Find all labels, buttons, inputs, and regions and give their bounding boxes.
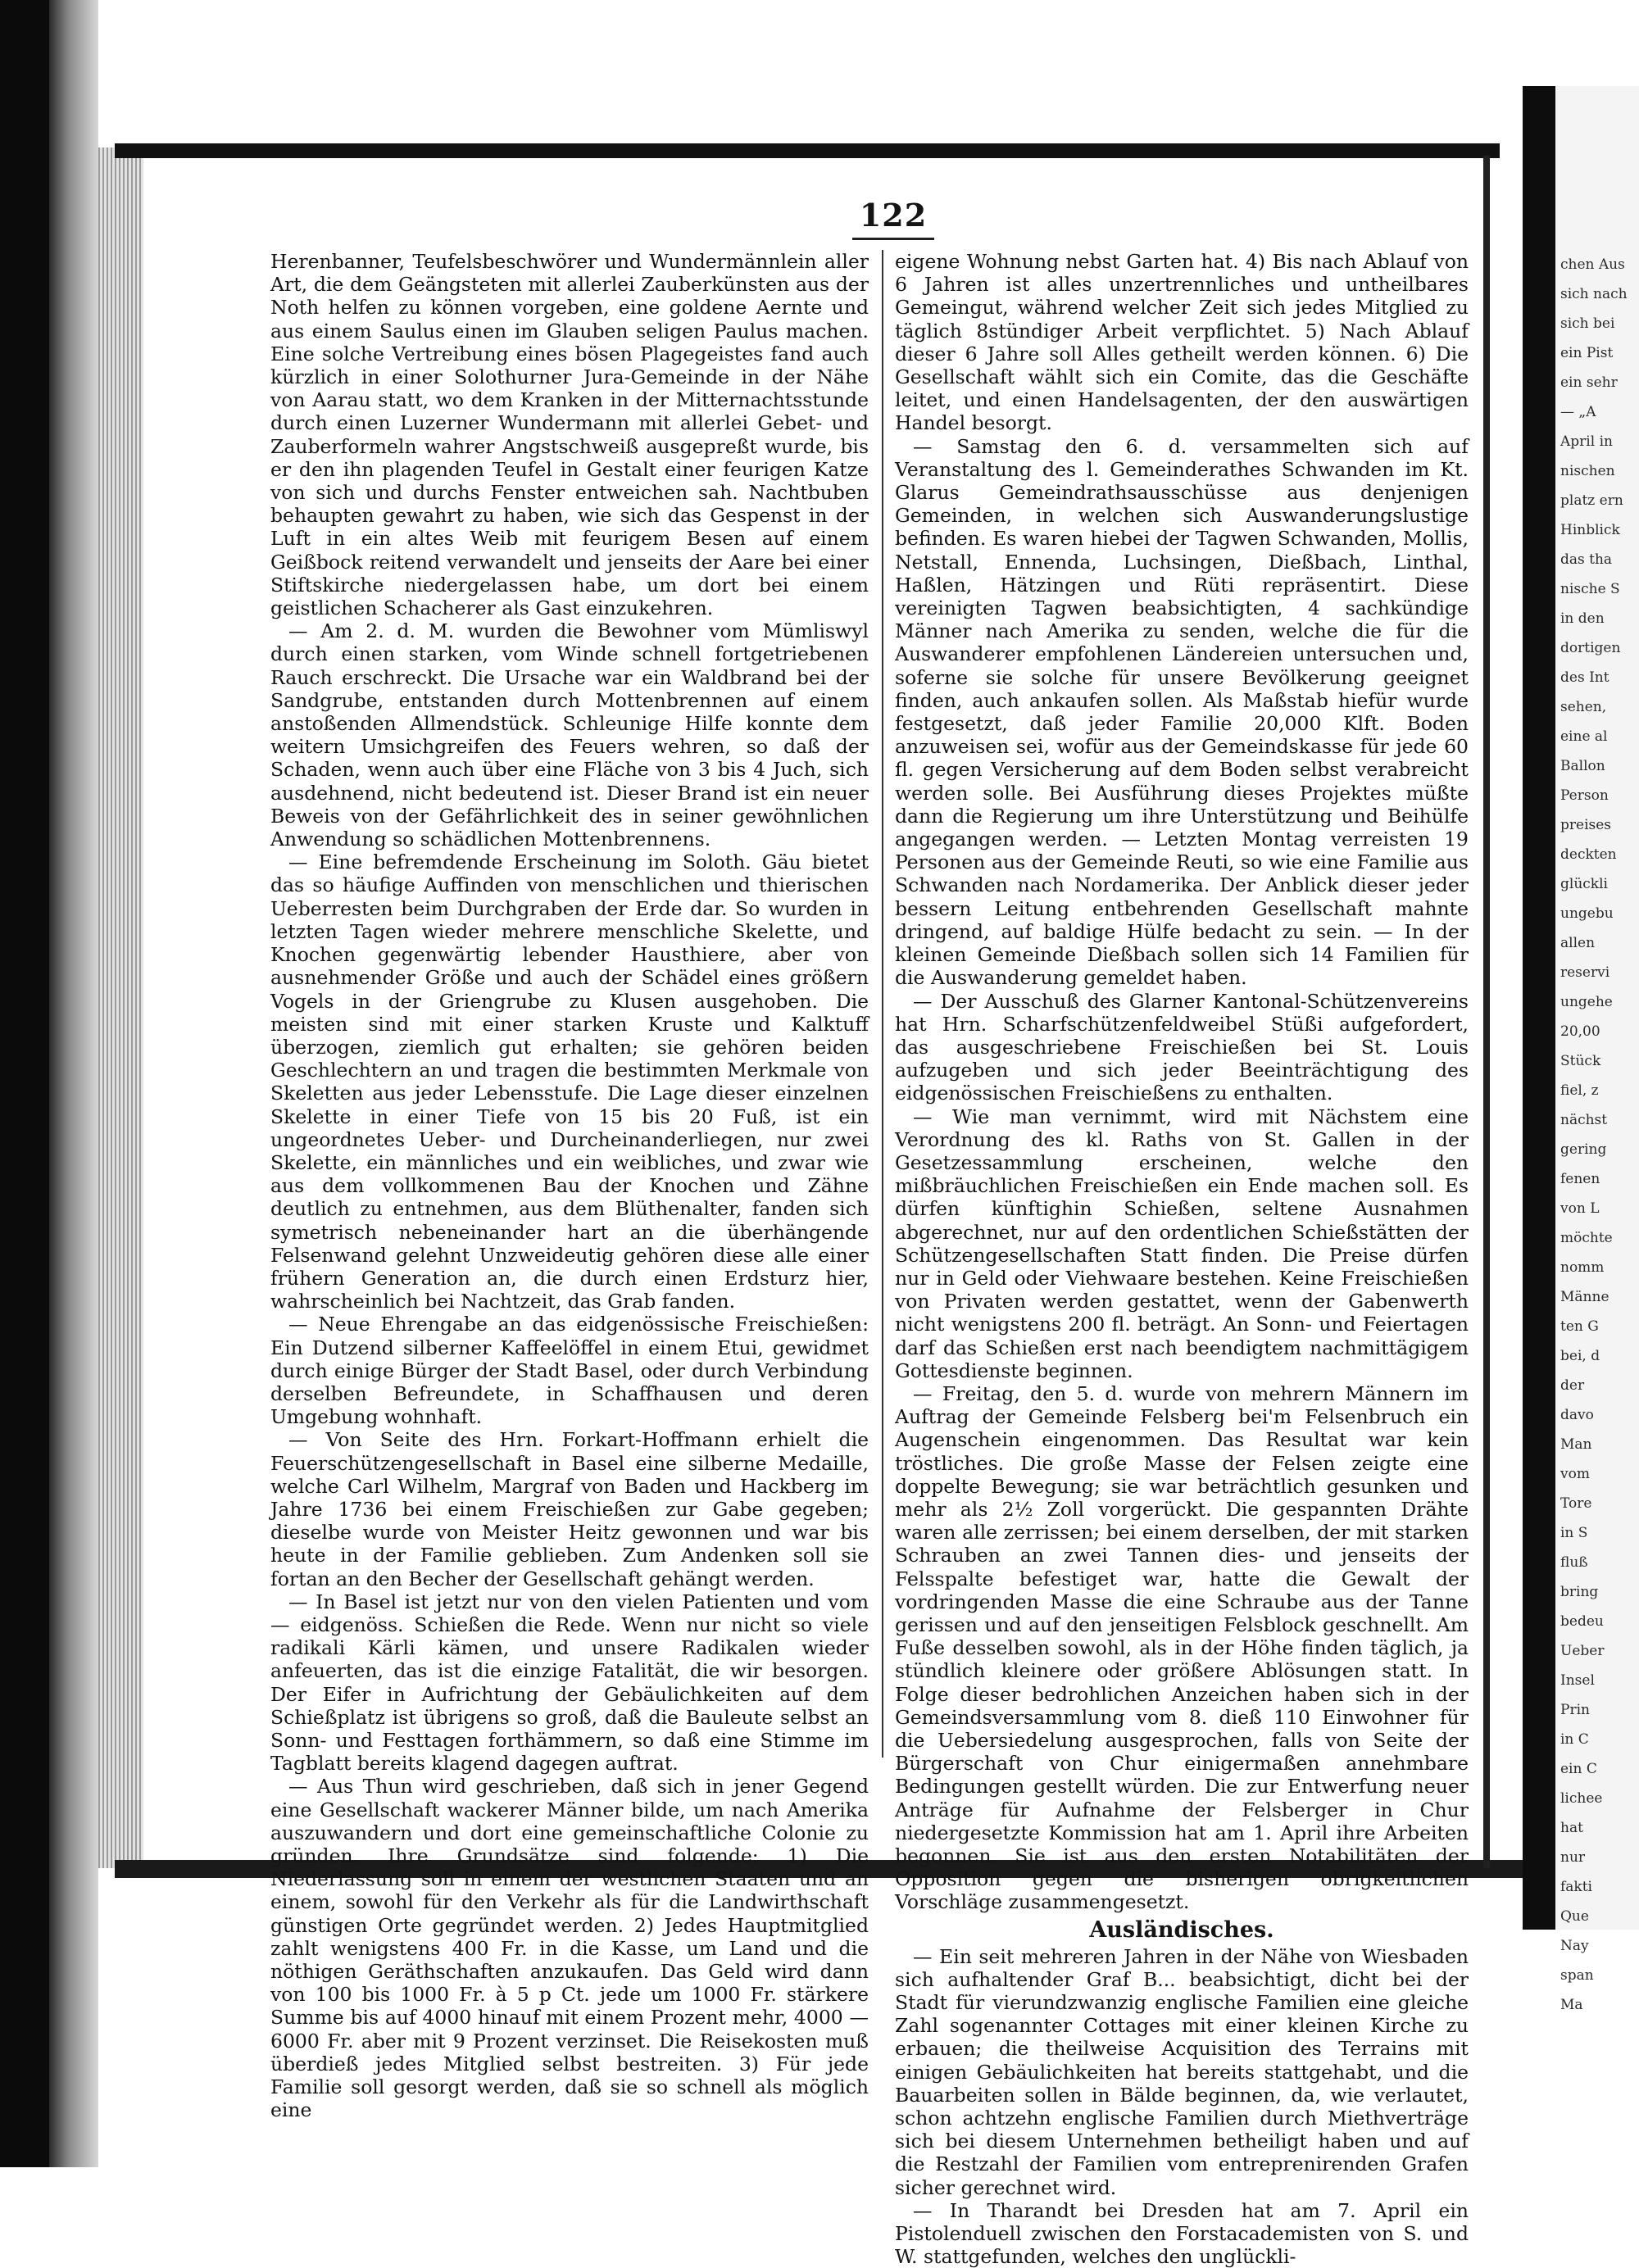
- adjacent-page-strip: [1555, 86, 1639, 2013]
- adjacent-page-fragment: span: [1560, 1967, 1594, 1984]
- adjacent-page-fragment: das tha: [1560, 551, 1613, 568]
- adjacent-page-fragment: reservi: [1560, 964, 1610, 981]
- adjacent-page-fragment: bei, d: [1560, 1348, 1600, 1364]
- adjacent-page-fragment: lichee: [1560, 1790, 1603, 1807]
- section-heading-auslaendisches: Ausländisches.: [1089, 1916, 1274, 1943]
- adjacent-page-fragment: fluß: [1560, 1554, 1588, 1571]
- adjacent-page-fragment: gering: [1560, 1141, 1607, 1158]
- adjacent-page-fragment: Ballon: [1560, 758, 1605, 774]
- article-paragraph: — Neue Ehrengabe an das eidgenössische Freischießen: Ein Dutzend silberner Kaffeelöffel in einem Etui, gewidmet durch einige Bürger der Stadt Basel, oder durch Verbindung derselben Befreundete, in Schaffhausen und deren Umgebung wohnhaft.: [270, 1313, 869, 1429]
- adjacent-page-fragment: fiel, z: [1560, 1082, 1599, 1099]
- adjacent-page-fragment: davo: [1560, 1407, 1594, 1423]
- adjacent-page-fragment: fenen: [1560, 1171, 1600, 1187]
- adjacent-page-fragment: dortigen: [1560, 640, 1621, 656]
- adjacent-page-fragment: allen: [1560, 935, 1596, 951]
- adjacent-page-fragment: möchte: [1560, 1230, 1613, 1246]
- article-paragraph: — Von Seite des Hrn. Forkart-Hoffmann erhielt die Feuerschützengesellschaft in Basel eine silberne Medaille, welche Carl Wilhelm, Margraf von Baden und Hackberg im Jahre 1736 bei einem Freischießen zur Gabe gegeben; dieselbe wurde von Meister Heitz gewonnen und war bis heute in der Familie geblieben. Zum Andenken soll sie fortan an den Becher der Gesellschaft gehängt werden.: [270, 1428, 869, 1590]
- adjacent-page-fragment: sich bei: [1560, 315, 1615, 332]
- adjacent-page-fragment: Prin: [1560, 1702, 1590, 1718]
- adjacent-page-fragment: in C: [1560, 1731, 1589, 1748]
- adjacent-page-fragment: bedeu: [1560, 1613, 1604, 1630]
- adjacent-page-fragment: Que: [1560, 1908, 1589, 1925]
- adjacent-page-fragment: chen Aus: [1560, 256, 1625, 273]
- article-paragraph: — Der Ausschuß des Glarner Kantonal-Schützenvereins hat Hrn. Scharfschützenfeldweibel Stüßi aufgefordert, das ausgeschriebene Freischießen bei St. Louis aufzugeben und sich jeder Beeinträchtigung des eidgenössischen Freischießens zu enthalten.: [895, 989, 1469, 1105]
- scan-margin-left: [0, 0, 49, 2167]
- page-number-underline: [852, 238, 934, 240]
- article-paragraph: eigene Wohnung nebst Garten hat. 4) Bis nach Ablauf von 6 Jahren ist alles unzertrennliches und untheilbares Gemeingut, während welcher Zeit sich jedes Mitglied zu täglich 8stündiger Arbeit verpflichtet. 5) Nach Ablauf dieser 6 Jahre soll Alles getheilt werden können. 6) Die Gesellschaft wählt sich ein Comite, das die Geschäfte leitet, und einen Handelsagenten, der den auswärtigen Handel besorgt.: [895, 250, 1469, 435]
- article-paragraph: — Eine befremdende Erscheinung im Soloth. Gäu bietet das so häufige Auffinden von menschlichen und thierischen Ueberresten beim Durchgraben der Erde dar. So wurden in letzten Tagen wieder mehrere menschliche Skelette, und Knochen gegenwärtig lebender Hausthiere, aber von ausnehmender Größe und auch der Schädel eines größern Vogels in der Griengrube zu Klusen ausgehoben. Die meisten sind mit einer starken Kruste und Kalktuff überzogen, ziemlich gut erhalten; sie gehören beiden Geschlechtern an und tragen die bestimmten Merkmale von Skeletten aus jeder Lebensstufe. Die Lage dieser einzelnen Skelette in einer Tiefe von 15 bis 20 Fuß, ist ein ungeordnetes Ueber- und Durcheinanderliegen, nur zwei Skelette, ein männliches und ein weibliches, und zwar wie aus dem vollkommenen Bau der Knochen und Zähne deutlich zu entnehmen, aus dem Blüthenalter, fanden sich symetrisch nebeneinander hart an die überhängende Felsenwand gelehnt Unzweideutig gehören diese alle einer frühern Generation an, die durch einen Erdsturz hier, wahrscheinlich bei Nachtzeit, das Grab fanden.: [270, 850, 869, 1313]
- adjacent-page-fragment: Insel: [1560, 1672, 1595, 1689]
- page-number: 122: [859, 197, 928, 234]
- adjacent-page-fragment: Hinblick: [1560, 522, 1620, 538]
- adjacent-page-fragment: Person: [1560, 787, 1609, 804]
- page-edges: [98, 147, 143, 1868]
- column-divider: [882, 250, 883, 1758]
- top-border-rule: [115, 143, 1500, 158]
- adjacent-page-fragment: ungebu: [1560, 905, 1614, 922]
- adjacent-page-fragment: der: [1560, 1377, 1585, 1394]
- adjacent-page-fragment: platz ern: [1560, 492, 1623, 509]
- adjacent-page-fragment: des Int: [1560, 669, 1609, 686]
- article-paragraph: — Samstag den 6. d. versammelten sich auf Veranstaltung des l. Gemeinderathes Schwanden im Kt. Glarus Gemeindrathsausschüsse aus denjenigen Gemeinden, in welchen sich Auswanderungslustige befinden. Es waren hiebei der Tagwen Schwanden, Mollis, Netstall, Ennenda, Luchsingen, Dießbach, Linthal, Haßlen, Hätzingen und Rüti repräsentirt. Diese vereinigten Tagwen beabsichtigten, 4 sachkündige Männer nach Amerika zu senden, welche die für die Auswanderer empfohlenen Ländereien untersuchen und, soferne sie solche für unsere Bevölkerung geeignet finden, auch ankaufen sollen. Als Maßstab hiefür wurde festgesetzt, daß jeder Familie 20,000 Klft. Boden anzuweisen sei, wofür aus der Gemeindskasse für jede 60 fl. gegen Versicherung auf dem Boden selbst verabreicht werden solle. Bei Ausführung dieses Projektes müßte dann die Regierung um ihre Unterstützung und Beihülfe angegangen werden. — Letzten Montag verreisten 19 Personen aus der Gemeinde Reuti, so wie eine Familie aus Schwanden nach Nordamerika. Der Anblick dieser jeder bessern Leitung entbehrenden Gesellschaft mahnte dringend, auf baldige Hülfe bedacht zu sein. — In der kleinen Gemeinde Dießbach sollen sich 14 Familien für die Auswanderung gemeldet haben.: [895, 434, 1469, 990]
- adjacent-page-fragment: in S: [1560, 1525, 1588, 1541]
- adjacent-page-fragment: nische S: [1560, 581, 1620, 597]
- adjacent-page-fragment: Stück: [1560, 1053, 1601, 1069]
- adjacent-page-fragment: hat: [1560, 1820, 1583, 1836]
- article-paragraph: — Ein seit mehreren Jahren in der Nähe von Wiesbaden sich aufhaltender Graf B... beabsichtigt, dicht bei der Stadt für vierundzwanzig englische Familien eine gleiche Zahl sogenannter Cottages mit einer kleinen Kirche zu erbauen; die theilweise Acquisition des Terrains mit einigen Gebäulichkeiten hat bereits stattgehabt, und die Bauarbeiten sollen in Bälde beginnen, da, wie verlautet, schon achtzehn englische Familien durch Miethverträge sich bei diesem Unternehmen betheiligt haben und auf die Restzahl der Familien vom entreprenirenden Grafen sicher gerechnet wird.: [895, 1944, 1469, 2199]
- adjacent-page-fragment: preises: [1560, 817, 1612, 833]
- adjacent-page-fragment: Männe: [1560, 1289, 1609, 1305]
- adjacent-page-fragment: eine al: [1560, 728, 1608, 745]
- adjacent-page-fragment: ungehe: [1560, 994, 1613, 1010]
- adjacent-page-fragment: bring: [1560, 1584, 1599, 1600]
- book-gutter-shadow: [49, 0, 98, 2167]
- adjacent-page-fragment: ein Pist: [1560, 345, 1614, 361]
- right-column-articles-foreign: [895, 1945, 1469, 2268]
- article-paragraph: — Am 2. d. M. wurden die Bewohner vom Mümliswyl durch einen starken, vom Winde schnell fortgetriebenen Rauch erschreckt. Die Ursache war ein Waldbrand bei der Sandgrube, entstanden durch Mottenbrennen auf einem anstoßenden Allmendstück. Schleunige Hilfe konnte dem weitern Umsichgreifen des Feuers wehren, so daß der Schaden, wenn auch über eine Fläche von 3 bis 4 Juch, sich ausdehnend, nicht bedeutend ist. Dieser Brand ist ein neuer Beweis von der Gefährlichkeit des in seiner gewöhnlichen Anwendung so schädlichen Mottenbrennens.: [270, 619, 869, 851]
- adjacent-page-fragment: sehen,: [1560, 699, 1607, 715]
- adjacent-page-fragment: Ueber: [1560, 1643, 1605, 1659]
- adjacent-page-fragment: — „A: [1560, 404, 1596, 420]
- adjacent-page-fragment: nur: [1560, 1849, 1586, 1866]
- right-border-rule: [1483, 156, 1490, 1868]
- adjacent-page-fragment: ein sehr: [1560, 374, 1618, 391]
- adjacent-page-fragment: ten G: [1560, 1318, 1599, 1335]
- adjacent-page-fragment: Tore: [1560, 1495, 1592, 1512]
- adjacent-page-fragment: nomm: [1560, 1259, 1605, 1276]
- article-paragraph: — In Basel ist jetzt nur von den vielen Patienten und vom — eidgenöss. Schießen die Rede. Wenn nur nicht so viele radikali Kärli kämen, und unsere Radikalen wieder anfeuerten, das ist die einzige Fatalität, die wir besorgen. Der Eifer in Aufrichtung der Gebäulichkeiten auf dem Schießplatz ist übrigens so groß, daß die Bauleute selbst an Sonn- und Festtagen forthämmern, so daß eine Stimme im Tagblatt bereits klagend dagegen auftrat.: [270, 1590, 869, 1776]
- adjacent-page-fragment: nächst: [1560, 1112, 1608, 1128]
- adjacent-page-fragment: Nay: [1560, 1938, 1589, 1954]
- adjacent-page-fragment: 20,00: [1560, 1023, 1600, 1040]
- adjacent-page-fragment: Ma: [1560, 1997, 1583, 2013]
- adjacent-page-fragment: deckten: [1560, 846, 1617, 863]
- article-paragraph: — In Tharandt bei Dresden hat am 7. April ein Pistolenduell zwischen den Forstacademisten von S. und W. stattgefunden, welches den unglückli-: [895, 2198, 1469, 2268]
- adjacent-page-fragment: sich nach: [1560, 286, 1628, 302]
- scan-margin-right: [1523, 86, 1555, 1930]
- adjacent-page-fragment: April in: [1560, 433, 1613, 450]
- adjacent-page-fragment: Man: [1560, 1436, 1592, 1453]
- adjacent-page-fragment: fakti: [1560, 1879, 1592, 1895]
- left-column: [270, 250, 869, 2121]
- adjacent-page-fragment: nischen: [1560, 463, 1615, 479]
- article-paragraph: Herenbanner, Teufelsbeschwörer und Wundermännlein aller Art, die dem Geängsteten mit allerlei Zauberkünsten aus der Noth helfen zu können vorgeben, eine goldene Aernte und aus einem Saulus einen im Glauben seligen Paulus machen. Eine solche Vertreibung eines bösen Plagegeistes fand auch kürzlich in einer Solothurner Jura-Gemeinde in der Nähe von Aarau statt, wo dem Kranken in der Mitternachtsstunde durch einen Luzerner Wundermann mit allerlei Gebet- und Zauberformeln wahrer Angstschweiß ausgepreßt wurde, bis er den ihn plagenden Teufel in Gestalt einer feurigen Katze von sich und durchs Fenster entweichen sah. Nachtbuben behaupten gewahrt zu haben, wie sich das Gespenst in der Luft in ein altes Weib mit feurigem Besen auf einem Geißbock reitend verwandelt und jenseits der Aare bei einer Stiftskirche niedergelassen habe, um dort bei einem geistlichen Schacherer als Gast einzukehren.: [270, 250, 869, 620]
- adjacent-page-fragment: von L: [1560, 1200, 1600, 1217]
- article-paragraph: — Freitag, den 5. d. wurde von mehrern Männern im Auftrag der Gemeinde Felsberg bei'm Felsenbruch ein Augenschein eingenommen. Das Resultat war kein tröstliches. Die große Masse der Felsen zeigte eine doppelte Bewegung; sie war beträchtlich gesunken und mehr als 2½ Zoll vorgerückt. Die gespannten Drähte waren alle zerrissen; bei einem derselben, der mit starken Schrauben an zwei Tannen dies- und jenseits der Felsspalte befestiget war, hatte die Gewalt der vordringenden Masse die eine Schraube aus der Tanne gerissen und auf den jenseitigen Felsblock geschnellt. Am Fuße desselben sowohl, als in der Höhe finden täglich, ja stündlich kleinere oder größere Ablösungen statt. In Folge dieser bedrohlichen Anzeichen haben sich in der Gemeindsversammlung vom 8. dieß 110 Einwohner für die Uebersiedelung ausgesprochen, falls von Seite der Bürgerschaft von Chur einigermaßen annehmbare Bedingungen gestellt würden. Die zur Entwerfung neuer Anträge für Aufnahme der Felsberger in Chur niedergesetzte Kommission hat am 1. April ihre Arbeiten begonnen. Sie ist aus den ersten Notabilitäten der Opposition gegen die bisherigen obrigkeitlichen Vorschläge zusammengesetzt.: [895, 1381, 1469, 1914]
- adjacent-page-fragment: ein C: [1560, 1761, 1597, 1777]
- right-column-articles-domestic: [895, 250, 1469, 1914]
- adjacent-page-fragment: glückli: [1560, 876, 1608, 892]
- adjacent-page-fragment: in den: [1560, 610, 1605, 627]
- right-column: [895, 250, 1469, 2268]
- article-paragraph: — Aus Thun wird geschrieben, daß sich in jener Gegend eine Gesellschaft wackerer Männer bilde, um nach Amerika auszuwandern und dort eine gemeinschaftliche Colonie zu gründen. Ihre Grundsätze sind folgende: 1) Die Niederlassung soll in einem der westlichen Staaten und an einem, sowohl für den Verkehr als für die Landwirthschaft günstigen Orte gegründet werden. 2) Jedes Hauptmitglied zahlt wenigstens 400 Fr. in die Kasse, um Land und die nöthigen Geräthschaften anzukaufen. Das Geld wird dann von 100 bis 1000 Fr. à 5 p Ct. jede um 1000 Fr. stärkere Summe bis auf 4000 hinauf mit einem Prozent mehr, 4000 — 6000 Fr. aber mit 9 Prozent verzinset. Die Reisekosten muß überdieß jedes Mitglied selbst bestreiten. 3) Für jede Familie soll gesorgt werden, daß sie so schnell als möglich eine: [270, 1775, 869, 2122]
- adjacent-page-fragment: vom: [1560, 1466, 1590, 1482]
- article-paragraph: — Wie man vernimmt, wird mit Nächstem eine Verordnung des kl. Raths von St. Gallen in der Gesetzessammlung erscheinen, welche den mißbräuchlichen Freischießen ein Ende machen soll. Es dürfen künftighin Schießen, seltene Ausnahmen abgerechnet, nur auf den ordentlichen Schießstätten der Schützengesellschaften Statt finden. Die Preise dürfen nur in Geld oder Viehwaare bestehen. Keine Freischießen von Privaten werden gestattet, wenn der Gabenwerth nicht wenigstens 200 fl. beträgt. An Sonn- und Feiertagen darf das Schießen erst nach beendigtem nachmittägigem Gottesdienste beginnen.: [895, 1105, 1469, 1382]
